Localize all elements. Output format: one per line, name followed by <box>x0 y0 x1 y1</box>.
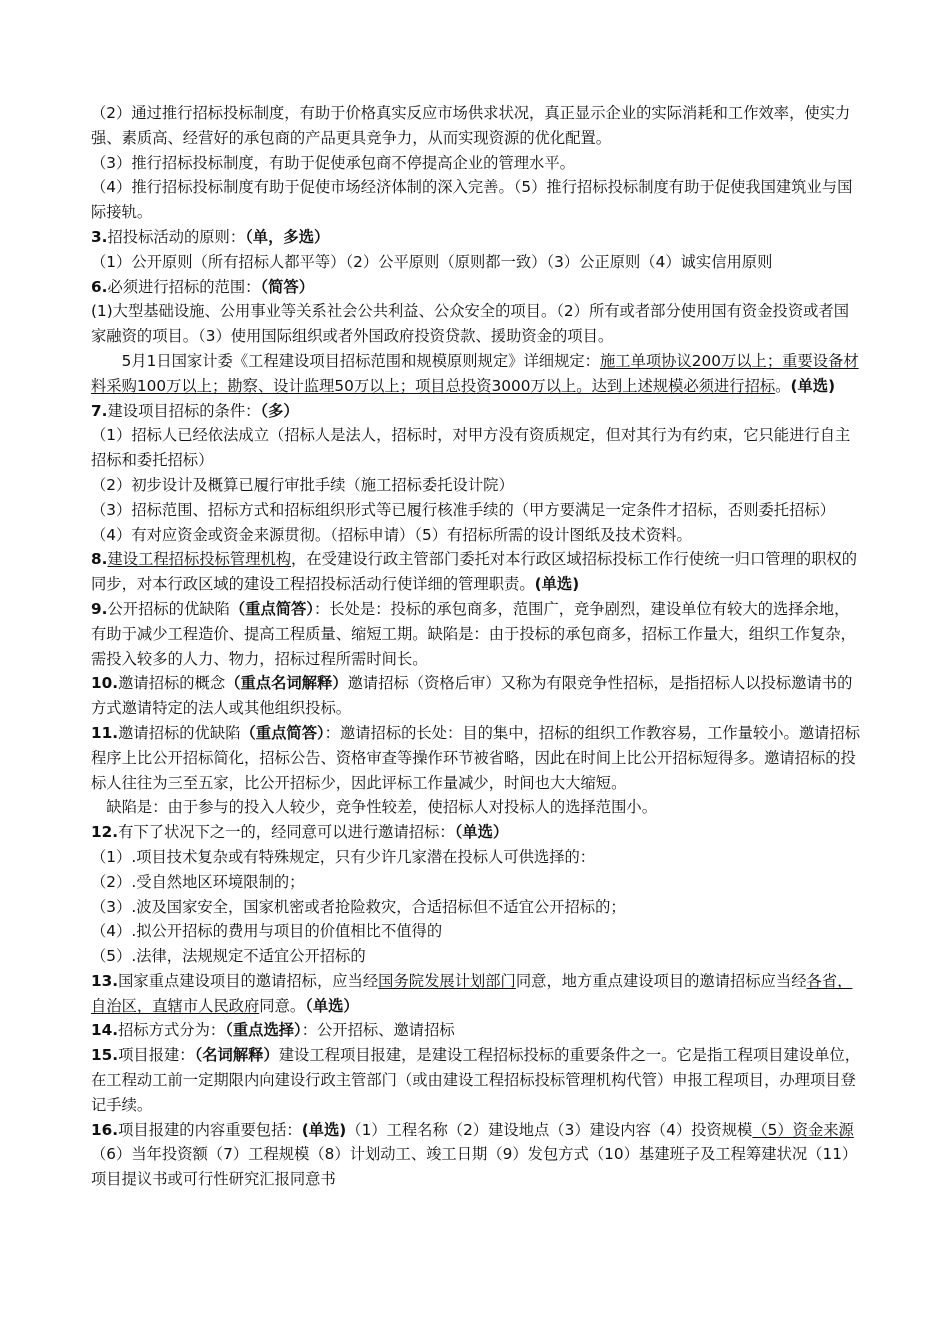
section-title: 项目报建的内容重要包括： <box>118 1120 302 1139</box>
section-number: 6. <box>91 277 108 296</box>
section-3-heading <box>91 225 863 250</box>
section-8 <box>91 547 863 597</box>
list-item: （2）.受自然地区环境限制的； <box>91 872 305 891</box>
section-text: ：公开招标、邀请招标 <box>301 1021 455 1040</box>
section-9 <box>91 597 863 671</box>
question-type-tag: （名词解释） <box>194 1046 279 1065</box>
paragraph: （3）推行招标投标制度，有助于促使承包商不停提高企业的管理水平。 <box>91 153 575 172</box>
section-title: 公开招标的优缺陷 <box>107 599 230 618</box>
paragraph: 缺陷是：由于参与的投入人较少，竞争性较差，使招标人对投标人的选择范围小。 <box>106 798 657 817</box>
question-type-tag: （重点简答） <box>240 723 325 742</box>
section-10 <box>91 671 863 721</box>
section-14 <box>91 1018 863 1043</box>
question-type-tag: （单，多选） <box>245 227 330 246</box>
section-number: 12. <box>91 823 119 842</box>
section-title: 必须进行招标的范围： <box>107 277 261 296</box>
section-16 <box>91 1118 863 1192</box>
question-type-tag: (单选) <box>534 575 580 594</box>
section-text: 同意，地方重点建设项目的邀请招标应当经 <box>515 971 807 990</box>
section-12-heading <box>91 820 863 845</box>
rule-intro: 5月1日国家计委《工程建设项目招标范围和规模原则规定》详细规定： <box>121 351 600 370</box>
section-title: 有下了状况下之一的，经同意可以进行邀请招标： <box>118 823 455 842</box>
question-type-tag: （多） <box>260 401 299 420</box>
section-number: 13. <box>91 971 119 990</box>
section-text: 邀请招标（资格后审）又称为有限竞争性招标，是指招标人以投标邀请书的方式邀请特定的法人或其他组织投标。 <box>91 674 853 718</box>
section-text: ：长处是：投标的承包商多，范围广，竞争剧烈，建设单位有较大的选择余地，有助于减少工程造价、提高工程质量、缩短工期。缺陷是：由于投标的承包商多，招标工作量大，组织工作复杂，需投入较多的人力、物力，招标过程所需时间长。 <box>91 599 856 668</box>
list-item: （4）有对应资金或资金来源贯彻。（招标申请）（5）有招标所需的设计图纸及技术资料。 <box>91 525 692 544</box>
section-title: 项目报建： <box>118 1046 195 1065</box>
section-text: ，在受建设行政主管部门委托对本行政区域招标投标工作行使统一归口管理的职权的同步，对本行政区域的建设工程招投标活动行使详细的管理职责。 <box>91 550 858 594</box>
punctuation: 。 <box>775 376 791 395</box>
section-number: 14. <box>91 1021 119 1040</box>
question-type-tag: (单选) <box>301 1120 347 1139</box>
question-type-tag: （简答） <box>260 277 314 296</box>
list-item: （3）招标范围、招标方式和招标组织形式等已履行核准手续的（甲方要满足一定条件才招标，否则委托招标） <box>91 500 835 519</box>
document-body <box>91 101 863 1192</box>
question-type-tag: （重点名词解释） <box>225 674 348 693</box>
section-title: 邀请招标的概念 <box>118 674 226 693</box>
paragraph <box>91 349 863 399</box>
section-text: （6）当年投资额（7）工程规模（8）计划动工、竣工日期（9）发包方式（10）基建班子及工程筹建状况（11）项目提议书或可行性研究汇报同意书 <box>91 1145 858 1189</box>
section-11 <box>91 721 863 795</box>
paragraph: (1)大型基础设施、公用事业等关系社会公共利益、公众安全的项目。（2）所有或者部分使用国有资金投资或者国家融资的项目。（3）使用国际组织或者外国政府投资贷款、援助资金的项目。 <box>91 302 850 346</box>
section-number: 7. <box>91 401 108 420</box>
list-item: （3）.波及国家安全，国家机密或者抢险救灾，合适招标但不适宜公开招标的； <box>91 897 626 916</box>
section-text: 建设工程项目报建，是建设工程招标投标的重要条件之一。它是指工程项目建设单位，在工程动工前一定期限内向建设行政主管部门（或由建设工程招标投标管理机构代管）申报工程项目，办理项目登记手续。 <box>91 1046 861 1114</box>
underlined-text: （5）资金来源 <box>752 1120 854 1139</box>
list-item: （5）.法律，法规规定不适宜公开招标的 <box>91 947 366 966</box>
section-6-heading <box>91 275 863 300</box>
list-item: （1）.项目技术复杂或有特殊规定，只有少许几家潜在投标人可供选择的： <box>91 847 596 866</box>
section-text: 同意。 <box>259 996 306 1015</box>
paragraph: （2）通过推行招标投标制度，有助于价格真实反应市场供求状况，真正显示企业的实际消耗和工作效率，使实力强、素质高、经营好的承包商的产品更具竞争力，从而实现资源的优化配置。 <box>91 104 851 147</box>
section-title: 招投标活动的原则： <box>107 227 246 246</box>
section-number: 16. <box>91 1120 119 1139</box>
section-number: 10. <box>91 674 119 693</box>
list-item: （2）初步设计及概算已履行审批手续（施工招标委托设计院） <box>91 475 514 494</box>
section-text: （1）工程名称（2）建设地点（3）建设内容（4）投资规模 <box>346 1120 753 1139</box>
underlined-text: 国务院发展计划部门 <box>378 971 516 990</box>
question-type-tag: （重点选择） <box>225 1021 302 1040</box>
section-number: 9. <box>91 599 108 618</box>
question-type-tag: （重点简答） <box>229 599 314 618</box>
section-number: 15. <box>91 1046 119 1065</box>
underlined-text: 建设工程招标投标管理机构 <box>107 550 292 569</box>
section-7-heading <box>91 399 863 424</box>
section-title: 招标方式分为： <box>118 1021 226 1040</box>
question-type-tag: (单选) <box>790 376 836 395</box>
section-15 <box>91 1043 863 1117</box>
section-number: 8. <box>91 550 108 569</box>
section-number: 3. <box>91 227 108 246</box>
question-type-tag: （单选） <box>454 823 509 842</box>
section-title: 建设项目招标的条件： <box>107 401 261 420</box>
underlined-text: 各省，自治区，直辖市人民政府 <box>91 971 853 1015</box>
underlined-text: 施工单项协议200万以上；重要设备材料采购100万以上；勘察、设计监理50万以上；项目总投资3000万以上。达到上述规模必须进行招标 <box>91 351 859 395</box>
section-title: 邀请招标的优缺陷 <box>118 723 241 742</box>
list-item: （4）.拟公开招标的费用与项目的价值相比不值得的 <box>91 922 443 941</box>
section-text: 国家重点建设项目的邀请招标，应当经 <box>118 971 379 990</box>
question-type-tag: （单选） <box>305 996 359 1015</box>
paragraph: （4）推行招标投标制度有助于促使市场经济体制的深入完善。（5）推行招标投标制度有助于促使我国建筑业与国际接轨。 <box>91 178 853 222</box>
paragraph: （1）公开原则（所有招标人都平等）（2）公平原则（原则都一致）（3）公正原则（4）诚实信用原则 <box>91 252 773 271</box>
list-item: （1）招标人已经依法成立（招标人是法人，招标时，对甲方没有资质规定，但对其行为有约束，它只能进行自主招标和委托招标） <box>91 426 851 470</box>
section-number: 11. <box>91 723 119 742</box>
section-text: ：邀请招标的长处：目的集中，招标的组织工作教容易，工作量较小。邀请招标程序上比公开招标简化，招标公告、资格审查等操作环节被省略，因此在时间上比公开招标短得多。邀请招标的投标人往往为三至五家，比公开招标少，因此评标工作量减少，时间也大大缩短。 <box>91 723 861 792</box>
section-13 <box>91 969 863 1019</box>
